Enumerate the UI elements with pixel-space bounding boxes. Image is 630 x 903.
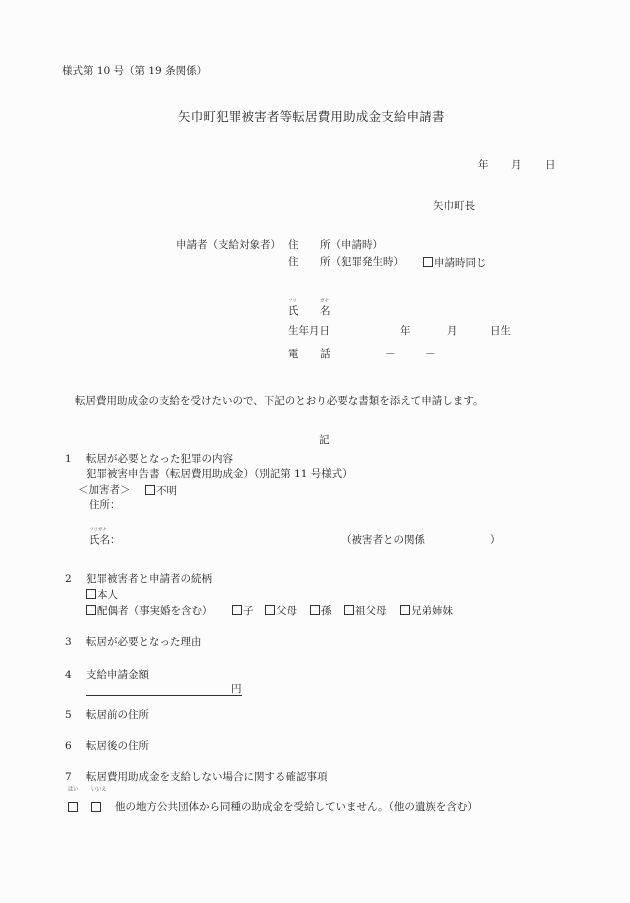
address-current-label: 所（申請時） <box>320 239 383 251</box>
name-ruby-b: ガナ <box>320 299 329 304</box>
section-1-number: 1 <box>65 453 72 465</box>
amount-field[interactable] <box>86 684 231 696</box>
confirm-yes-checkbox-wrap[interactable] <box>68 802 79 814</box>
confirm-no-checkbox-wrap[interactable] <box>91 802 102 814</box>
amount-field-wrap <box>86 684 242 696</box>
offender-unknown-checkbox[interactable] <box>145 485 155 495</box>
relation-parents-checkbox[interactable] <box>265 605 275 615</box>
date-day-label: 日 <box>545 159 556 171</box>
relation-option-self[interactable]: 本人 <box>86 589 118 601</box>
birth-label: 生年月日 <box>288 325 330 337</box>
confirm-item-text: 他の地方公共団体から同種の助成金を受給していません。（他の遺族を含む） <box>115 801 478 813</box>
relation-siblings-checkbox[interactable] <box>400 605 410 615</box>
no-label: いいえ <box>91 786 107 793</box>
birth-month-label: 月 <box>447 325 458 337</box>
section-5-title: 転居前の住所 <box>86 709 149 721</box>
relation-child-checkbox[interactable] <box>232 605 242 615</box>
relation-spouse-checkbox[interactable] <box>86 605 96 615</box>
section-7-number: 7 <box>65 771 72 783</box>
section-6-number: 6 <box>65 740 72 752</box>
section-2-number: 2 <box>65 573 72 585</box>
relation-grandchild-checkbox[interactable] <box>310 605 320 615</box>
relation-option-siblings[interactable]: 兄弟姉妹 <box>400 605 453 617</box>
phone-label-a: 電 <box>288 348 299 360</box>
applicant-label: 申請者（支給対象者） <box>176 239 281 251</box>
address-crime-label-a: 住 <box>288 256 299 268</box>
section-3-number: 3 <box>65 636 72 648</box>
date-month-label: 月 <box>511 159 522 171</box>
form-number: 様式第 10 号（第 19 条関係） <box>62 65 208 77</box>
section-1-title: 転居が必要となった犯罪の内容 <box>86 453 233 465</box>
offender-address-label: 住所： <box>89 499 121 511</box>
amount-unit: 円 <box>231 683 242 695</box>
phone-separator-1: － <box>385 348 396 360</box>
birth-day-label: 日生 <box>490 325 511 337</box>
offender-name-label: フリガナ 氏名： <box>89 528 121 546</box>
page-title: 矢巾町犯罪被害者等転居費用助成金支給申請書 <box>178 109 445 124</box>
address-current-label-a: 住 <box>288 239 299 251</box>
relation-option-spouse[interactable]: 配偶者（事実婚を含む） <box>86 605 213 617</box>
date-year-label: 年 <box>478 159 489 171</box>
section-2-title: 犯罪被害者と申請者の続柄 <box>86 573 212 585</box>
relation-grandparents-checkbox[interactable] <box>344 605 354 615</box>
offender-label: ＜加害者＞ <box>78 484 131 496</box>
offender-name-ruby: フリガナ <box>89 528 107 533</box>
confirm-yes-checkbox[interactable] <box>68 802 78 812</box>
relation-option-parents[interactable]: 父母 <box>265 605 297 617</box>
section-4-title: 支給申請金額 <box>86 669 149 681</box>
relation-self-checkbox[interactable] <box>86 589 96 599</box>
section-3-title: 転居が必要となった理由 <box>86 636 202 648</box>
phone-label-b: 話 <box>320 348 331 360</box>
section-5-number: 5 <box>65 709 72 721</box>
yes-label: はい <box>68 786 79 793</box>
section-1-sub: 犯罪被害申告書（転居費用助成金）（別記第 11 号様式） <box>86 468 353 480</box>
confirm-no-checkbox[interactable] <box>91 802 101 812</box>
same-as-current-checkbox[interactable] <box>423 257 433 267</box>
addressee: 矢巾町長 <box>433 200 475 212</box>
relation-option-grandchild[interactable]: 孫 <box>310 605 332 617</box>
section-6-title: 転居後の住所 <box>86 740 149 752</box>
phone-separator-2: － <box>425 348 436 360</box>
birth-year-label: 年 <box>400 325 411 337</box>
relation-option-grandparents[interactable]: 祖父母 <box>344 605 387 617</box>
offender-unknown-label: 不明 <box>156 485 177 497</box>
offender-unknown-option[interactable] <box>145 485 177 497</box>
ki-heading: 記 <box>319 434 330 446</box>
relation-option-child[interactable]: 子 <box>232 605 254 617</box>
same-as-current-option[interactable] <box>423 257 487 269</box>
address-crime-label: 所（犯罪発生時） <box>320 256 404 268</box>
section-4-number: 4 <box>65 669 72 681</box>
application-statement: 転居費用助成金の支給を受けたいので、下記のとおり必要な書類を添えて申請します。 <box>75 395 484 407</box>
name-label-a: フリ 氏 <box>288 299 299 317</box>
name-label-b: ガナ 名 <box>320 299 331 317</box>
relation-close: ） <box>490 534 501 546</box>
section-7-title: 転居費用助成金を支給しない場合に関する確認事項 <box>86 771 328 783</box>
relation-label: （被害者との関係 <box>341 534 425 546</box>
name-ruby-a: フリ <box>288 299 297 304</box>
same-as-current-label: 申請時同じ <box>434 257 487 269</box>
